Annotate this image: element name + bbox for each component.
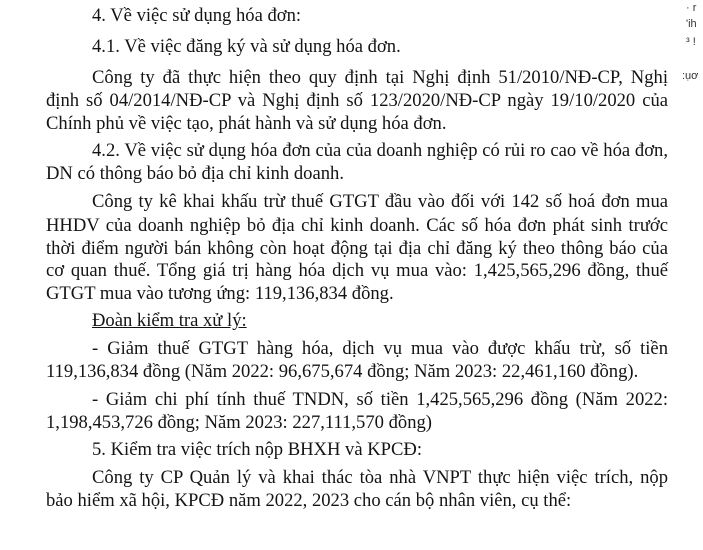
paragraph-line: Công ty CP Quản lý và khai thác tòa nhà VNPT thực hiện việc trích, nộp — [92, 467, 668, 488]
inspection-team-heading: Đoàn kiểm tra xử lý: — [92, 310, 247, 331]
paragraph-line: GTGT mua vào tương ứng: 119,136,834 đồng. — [46, 283, 394, 304]
paragraph-line: bảo hiểm xã hội, KPCĐ năm 2022, 2023 cho cán bộ nhân viên, cụ thể: — [46, 490, 572, 511]
section-5-heading: 5. Kiểm tra việc trích nộp BHXH và KPCĐ: — [92, 439, 422, 460]
section-4-heading: 4. Về việc sử dụng hóa đơn: — [92, 5, 302, 26]
paragraph-line: định số 04/2014/NĐ-CP và Nghị định số 123/2020/NĐ-CP ngày 19/10/2020 của — [46, 90, 668, 111]
paragraph-line: Công ty đã thực hiện theo quy định tại Nghị định 51/2010/NĐ-CP, Nghị — [92, 67, 668, 88]
section-4-2-heading: 4.2. Về việc sử dụng hóa đơn của của doanh nghiệp có rủi ro cao về hóa đơn, — [92, 140, 668, 161]
paragraph-line: thời điểm người bán không còn hoạt động tại địa chỉ đăng ký theo thông báo của — [46, 238, 668, 259]
list-item: - Giảm thuế GTGT hàng hóa, dịch vụ mua vào được khấu trừ, số tiền — [92, 338, 668, 359]
paragraph-line: Chính phủ về việc tạo, phát hành và sử dụng hóa đơn. — [46, 113, 447, 134]
section-4-1-heading: 4.1. Về việc đăng ký và sử dụng hóa đơn. — [92, 36, 401, 57]
paragraph-line: cơ quan thuế. Tổng giá trị hàng hóa dịch vụ mua vào: 1,425,565,296 đồng, thuế — [46, 260, 668, 281]
list-item: - Giảm chi phí tính thuế TNDN, số tiền 1,425,565,296 đồng (Năm 2022: — [92, 389, 668, 410]
margin-mark: 'ih — [686, 18, 697, 30]
margin-mark: :ụơ — [682, 70, 699, 82]
paragraph-line: Công ty kê khai khấu trừ thuế GTGT đầu vào đối với 142 số hoá đơn mua — [92, 191, 668, 212]
section-4-2-heading-cont: DN có thông báo bỏ địa chỉ kinh doanh. — [46, 163, 344, 184]
list-item-cont: 119,136,834 đồng (Năm 2022: 96,675,674 đồng; Năm 2023: 22,461,160 đồng). — [46, 361, 639, 382]
paragraph-line: HHDV của doanh nghiệp bỏ địa chỉ kinh doanh. Các số hóa đơn phát sinh trước — [46, 215, 668, 236]
margin-mark: ³ ! — [686, 36, 696, 48]
margin-mark: · r — [686, 2, 697, 14]
list-item-cont: 1,198,453,726 đồng; Năm 2023: 227,111,570 đồng) — [46, 412, 432, 433]
